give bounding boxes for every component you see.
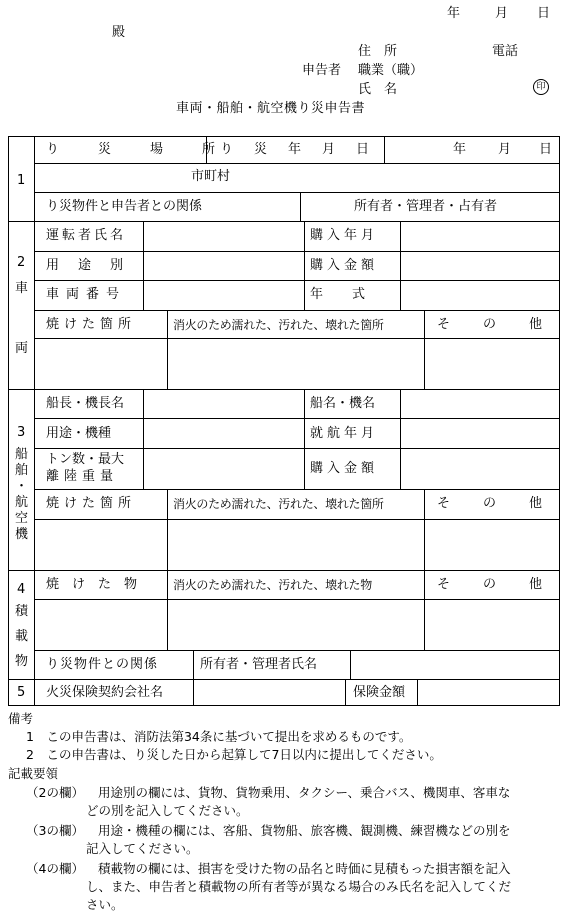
- water-damage-label: 消火のため濡れた、汚れた、壊れた箇所: [173, 318, 384, 332]
- purchase-amount-label: 購入金額: [310, 258, 379, 273]
- disaster-date-year: 年: [453, 142, 467, 157]
- instruction-line: 積載物の欄には、損害を受けた物の品名と時価に見積もった損害額を記入: [98, 861, 511, 876]
- other-label: そ の 他: [437, 317, 553, 332]
- captain-name-label: 船長・機長名: [46, 396, 125, 411]
- declarant-label: 申告者: [302, 63, 342, 78]
- section3-number: 3: [17, 425, 26, 440]
- instruction-line: さい。: [86, 897, 124, 912]
- occupation-label: 職業（職）: [358, 63, 424, 78]
- disaster-place-label: り 災 場 所: [46, 142, 229, 157]
- name-label: 氏 名: [358, 82, 398, 97]
- header-year: 年: [447, 6, 461, 21]
- section5-number: 5: [17, 685, 26, 700]
- header-month: 月: [495, 6, 509, 21]
- instruction-tag: （2の欄）: [26, 785, 84, 800]
- seal-mark: 印: [533, 79, 549, 95]
- disaster-date-label: り 災 年 月 日: [220, 142, 374, 157]
- section3-title-char: 船: [15, 447, 29, 462]
- section3-title-char: ・: [15, 479, 29, 494]
- water-damage-items-label: 消火のため濡れた、汚れた、壊れた物: [173, 578, 372, 592]
- municipality-label: 市町村: [191, 169, 231, 184]
- instruction-line: どの別を記入してください。: [86, 803, 249, 818]
- purchase-date-label: 購入年月: [310, 228, 379, 243]
- declaration-table: [8, 136, 560, 706]
- service-date-label: 就航年月: [310, 426, 379, 441]
- insurance-amount-label: 保険金額: [353, 685, 406, 700]
- driver-name-label: 運転者氏名: [46, 228, 127, 243]
- owner-name-label: 所有者・管理者氏名: [200, 657, 318, 672]
- relation-value: 所有者・管理者・占有者: [354, 199, 498, 214]
- section3-title-char: 空: [15, 511, 29, 526]
- type-label: 用途・機種: [46, 426, 112, 441]
- section4-number: 4: [17, 582, 26, 597]
- purchase-amount-label: 購入金額: [310, 461, 379, 476]
- section3-title-char: 航: [15, 495, 29, 510]
- section4-title-char: 積: [15, 604, 29, 619]
- instruction-line: 記入してください。: [86, 841, 199, 856]
- insurer-label: 火災保険契約会社名: [46, 685, 164, 700]
- section1-number: 1: [17, 173, 26, 188]
- remarks-heading: 備考: [8, 711, 34, 726]
- section3-title-char: 機: [15, 527, 29, 542]
- relation-label: り災物件と申告者との関係: [46, 199, 203, 214]
- header-day: 日: [537, 6, 551, 21]
- instruction-tag: （3の欄）: [26, 823, 84, 838]
- form-title: 車両・船舶・航空機り災申告書: [176, 101, 366, 116]
- instruction-line: 用途・機種の欄には、客船、貨物船、旅客機、観測機、練習機などの別を: [98, 823, 511, 838]
- burned-items-label: 焼 け た 物: [46, 577, 138, 592]
- phone-label: 電話: [492, 44, 519, 59]
- section2-number: 2: [17, 255, 26, 270]
- vehicle-number-label: 車両番号: [46, 287, 127, 302]
- burned-parts-label: 焼けた箇所: [46, 496, 137, 511]
- water-damage-label: 消火のため濡れた、汚れた、壊れた箇所: [173, 497, 384, 511]
- ship-name-label: 船名・機名: [310, 396, 376, 411]
- section4-title-char: 載: [15, 629, 29, 644]
- remark-item: 1 この申告書は、消防法第34条に基づいて提出を求めるものです。: [26, 729, 412, 744]
- addressee-suffix: 殿: [112, 25, 126, 40]
- burned-parts-label: 焼けた箇所: [46, 317, 137, 332]
- section2-title-char: 両: [15, 341, 29, 356]
- section3-title-char: 舶: [15, 463, 29, 478]
- other-label: そ の 他: [437, 496, 553, 511]
- tonnage-label: トン数・最大: [46, 452, 125, 467]
- purpose-label: 用 途 別: [46, 258, 127, 273]
- tonnage-label: 離陸重量: [46, 469, 119, 484]
- instruction-line: 用途別の欄には、貨物、貨物乗用、タクシー、乗合バス、機関車、客車な: [98, 785, 511, 800]
- section2-title-char: 車: [15, 281, 29, 296]
- instructions-heading: 記載要領: [8, 766, 59, 781]
- cargo-relation-label: り災物件との関係: [46, 657, 159, 672]
- other-label: そ の 他: [437, 577, 553, 592]
- address-label: 住 所: [358, 44, 398, 59]
- model-year-label: 年 式: [310, 287, 374, 302]
- section4-title-char: 物: [15, 654, 29, 669]
- instruction-tag: （4の欄）: [26, 861, 84, 876]
- remark-item: 2 この申告書は、り災した日から起算して7日以内に提出してください。: [26, 747, 442, 762]
- table-grid: [8, 136, 560, 706]
- disaster-date-day: 日: [539, 142, 553, 157]
- instruction-line: し、また、申告者と積載物の所有者等が異なる場合のみ氏名を記入してくだ: [86, 879, 512, 894]
- disaster-date-month: 月: [498, 142, 512, 157]
